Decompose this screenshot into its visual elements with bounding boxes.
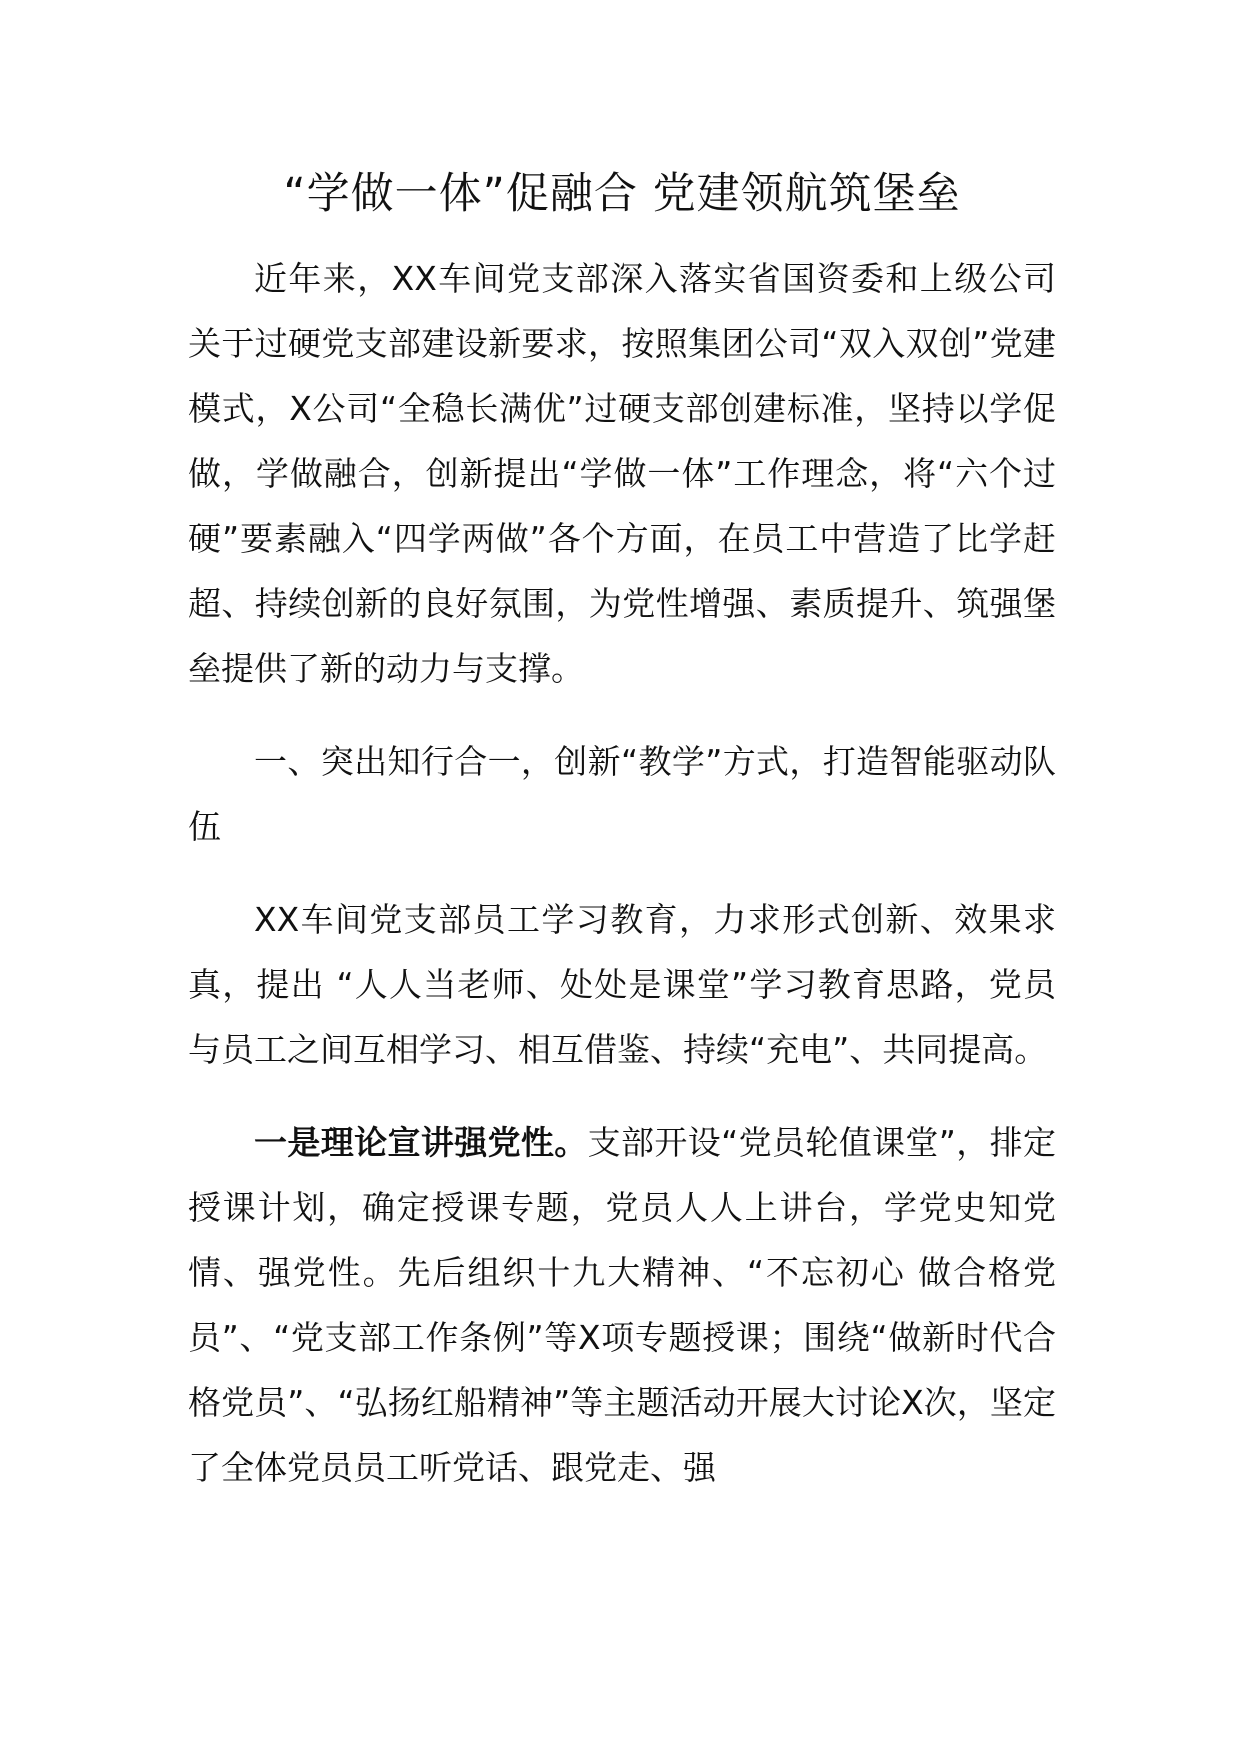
document-page [188, 160, 1056, 1500]
paragraph-spacer [188, 1082, 1056, 1110]
intro-paragraph: 近年来，XX车间党支部深入落实省国资委和上级公司关于过硬党支部建设新要求，按照集团公司“双入双创”党建模式，X公司“全稳长满优”过硬支部创建标准，坚持以学促做，学做融合，创新提出“学做一体”工作理念，将“六个过硬”要素融入“四学两做”各个方面，在员工中营造了比学赶超、持续创新的良好氛围，为党性增强、素质提升、筑强堡垒提供了新的动力与支撑。 [188, 259, 1056, 688]
paragraph-spacer [188, 859, 1056, 887]
paragraph-spacer [188, 701, 1056, 729]
document-title: “学做一体”促融合 党建领航筑堡垒 [283, 169, 961, 219]
point-paragraph [188, 1110, 1056, 1500]
section-heading: 一、突出知行合一，创新“教学”方式，打造智能驱动队伍 [188, 742, 1056, 846]
section-body-paragraph: XX车间党支部员工学习教育，力求形式创新、效果求真，提出 “人人当老师、处处是课堂”学习教育思路，党员与员工之间互相学习、相互借鉴、持续“充电”、共同提高。 [188, 900, 1056, 1069]
point-lead-text: 一是理论宣讲强党性。 [254, 1123, 588, 1162]
point-body-text: 支部开设“党员轮值课堂”，排定授课计划，确定授课专题，党员人人上讲台，学党史知党情、强党性。先后组织十九大精神、“不忘初心 做合格党员”、“党支部工作条例”等X项专题授课；围绕“做新时代合格党员”、“弘扬红船精神”等主题活动开展大讨论X次，坚定了全体党员员工听党话、跟党走、强 [188, 1123, 1056, 1487]
